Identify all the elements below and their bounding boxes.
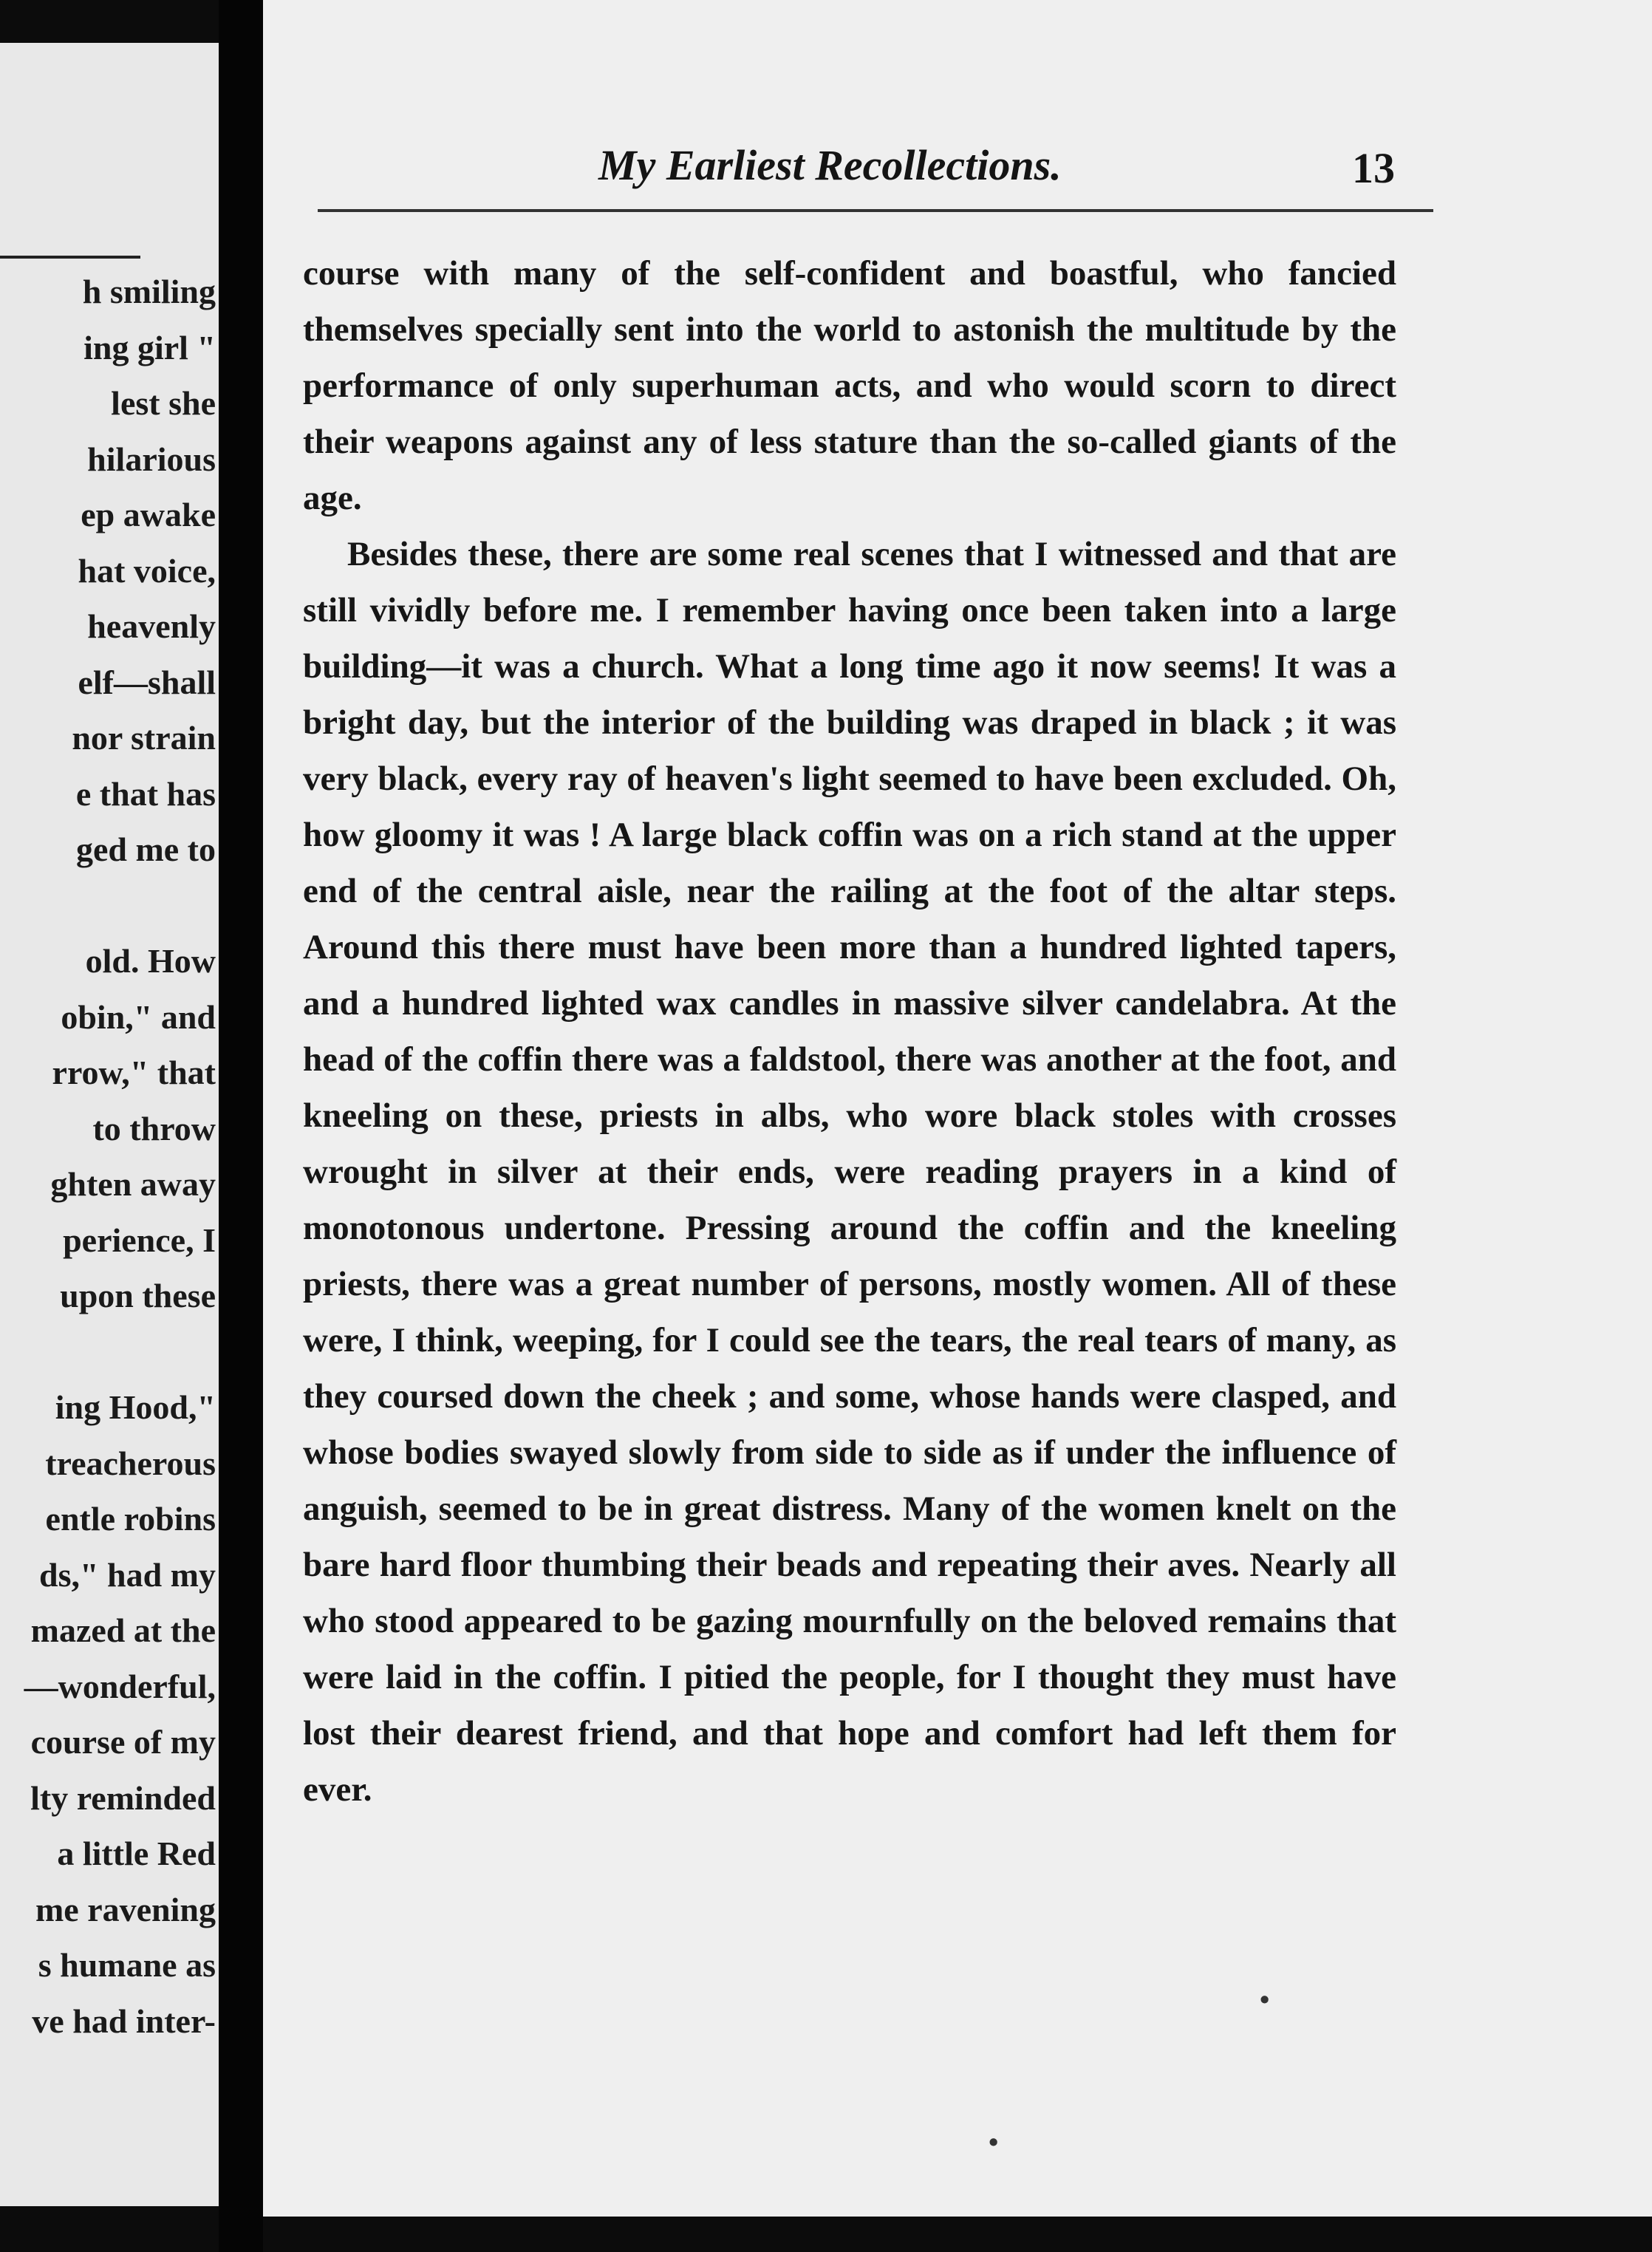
left-page-line-text: treacherous bbox=[45, 1444, 216, 1482]
left-page-line-text: ghten away bbox=[50, 1165, 216, 1203]
left-page-line-text: h smiling bbox=[82, 273, 216, 310]
left-page-line-text: ged me to bbox=[75, 830, 216, 868]
left-page-line bbox=[0, 1890, 219, 1945]
left-page-line bbox=[0, 328, 219, 383]
left-page-line-text: heavenly bbox=[87, 607, 216, 645]
left-page-line bbox=[0, 272, 219, 327]
left-page-line bbox=[0, 1667, 219, 1722]
left-page-line bbox=[0, 1388, 219, 1442]
running-title: My Earliest Recollections. bbox=[598, 141, 1062, 189]
left-page-line bbox=[0, 941, 219, 996]
left-page-line bbox=[0, 1164, 219, 1219]
left-page-line bbox=[0, 830, 219, 884]
left-page-line bbox=[0, 1221, 219, 1275]
left-page-line-text: entle robins bbox=[45, 1500, 216, 1538]
left-page-line-text: elf—shall bbox=[78, 663, 216, 701]
left-page-line-text: perience, I bbox=[63, 1221, 216, 1259]
left-page-line-text: rrow," that bbox=[52, 1054, 216, 1091]
left-page-line bbox=[0, 1778, 219, 1833]
left-page-line bbox=[0, 551, 219, 606]
left-page-line bbox=[0, 440, 219, 494]
left-page-line bbox=[0, 718, 219, 773]
book-gutter bbox=[219, 0, 263, 2252]
left-page-line-text: old. How bbox=[85, 942, 216, 980]
left-page-line bbox=[0, 1332, 219, 1387]
left-page-line-text: mazed at the bbox=[30, 1611, 216, 1649]
left-page-line bbox=[0, 997, 219, 1052]
left-page-line bbox=[0, 1444, 219, 1498]
left-page-line bbox=[0, 1499, 219, 1554]
stray-ink-mark: • bbox=[1260, 1985, 1270, 2016]
left-page-line bbox=[0, 495, 219, 550]
page-number: 13 bbox=[1352, 144, 1395, 192]
header-rule bbox=[318, 209, 1433, 212]
left-page-line bbox=[0, 1276, 219, 1331]
left-page-rule bbox=[0, 256, 140, 259]
left-page-line-text: ep awake bbox=[81, 496, 216, 533]
left-page-line-text: obin," and bbox=[61, 997, 216, 1036]
left-page-line bbox=[0, 1945, 219, 2000]
left-page-line-text: ds," had my bbox=[38, 1555, 216, 1594]
left-page-line-text: —wonderful, bbox=[24, 1667, 216, 1705]
body-text bbox=[303, 245, 1396, 1818]
left-page-line bbox=[0, 663, 219, 717]
left-page-line bbox=[0, 383, 219, 438]
left-page-line-text: ve had inter- bbox=[32, 2002, 216, 2040]
left-page-line-text: ing girl " bbox=[83, 328, 216, 366]
left-page-line-text: a little Red bbox=[57, 1835, 216, 1872]
left-page-line-text: ing Hood," bbox=[55, 1388, 216, 1426]
paragraph-1: course with many of the self-confident and boastful, who fancied themselves specially sent into the world to astonish the multitude by the performance of only superhuman acts, and who would scorn to direct their weapons against any of less stature than the so-called giants of the age. bbox=[303, 254, 1396, 517]
left-page-line-text: course of my bbox=[30, 1723, 216, 1761]
left-page-line-text: lest she bbox=[111, 384, 216, 422]
left-page-line-text: hat voice, bbox=[78, 551, 216, 590]
left-page-line bbox=[0, 1834, 219, 1888]
left-page-line bbox=[0, 1109, 219, 1164]
left-page-line-text: nor strain bbox=[72, 719, 216, 757]
left-page-line bbox=[0, 607, 219, 661]
left-page-line-text: e that has bbox=[75, 774, 216, 813]
left-page-line-text: upon these bbox=[60, 1277, 216, 1314]
paragraph-2: Besides these, there are some real scenes that I witnessed and that are still vividly before me. I remember having once been taken into a large building—it was a church. What a long time ago it now seems! It was a bright day, but the interior of the building was draped in black ; it was very black, every ray of heaven's light seemed to have been excluded. Oh, how gloomy it was ! A large black coffin was on a rich stand at the upper end of the central aisle, near the railing at the foot of the altar steps. Around this there must have been more than a hundred lighted tapers, and a hundred lighted wax candles in massive silver candelabra. At the head of the coffin there was a faldstool, there was another at the foot, and kneeling on these, priests in albs, who wore black stoles with crosses wrought in silver at their ends, were reading prayers in a kind of monotonous undertone. Pressing around the coffin and the kneeling priests, there was a great number of persons, mostly women. All of these were, I think, weeping, for I could see the tears, the real tears of many, as they coursed down the cheek ; and some, whose hands were clasped, and whose bodies swayed slowly from side to side as if under the influence of anguish, seemed to be in great distress. Many of the women knelt on the bare hard floor thumbing their beads and repeating their aves. Nearly all who stood appeared to be gazing mournfully on the beloved remains that were laid in the coffin. I pitied the people, for I thought they must have lost their dearest friend, and that hope and comfort had left them for ever. bbox=[303, 535, 1396, 1809]
left-page-line bbox=[0, 1611, 219, 1665]
left-page-line-text: s humane as bbox=[38, 1946, 216, 1984]
left-page-line bbox=[0, 2002, 219, 2056]
left-page-line bbox=[0, 1555, 219, 1610]
running-head bbox=[318, 140, 1426, 207]
left-page-line-text: me ravening bbox=[35, 1890, 216, 1928]
stray-ink-dot: • bbox=[989, 2127, 999, 2158]
left-page-fragment bbox=[0, 43, 219, 2206]
left-page-line bbox=[0, 886, 219, 941]
left-page-line bbox=[0, 1722, 219, 1777]
left-page-line bbox=[0, 774, 219, 829]
left-page-line-text: lty reminded bbox=[30, 1778, 216, 1817]
left-page-line-text: hilarious bbox=[87, 440, 216, 478]
left-page-line-text: to throw bbox=[92, 1109, 216, 1147]
left-page-line bbox=[0, 1053, 219, 1108]
